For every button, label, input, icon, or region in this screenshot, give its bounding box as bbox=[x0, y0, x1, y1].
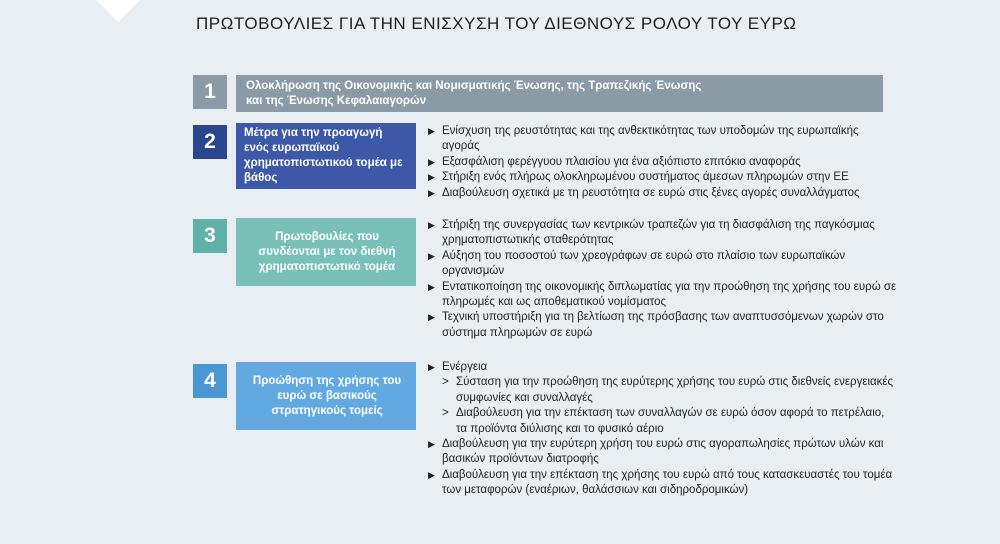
triangle-bullet-icon: ▶ bbox=[428, 172, 435, 183]
triangle-bullet-icon: ▶ bbox=[428, 281, 435, 292]
triangle-bullet-icon: ▶ bbox=[428, 220, 435, 230]
row-number-3: 3 bbox=[193, 219, 227, 253]
list-item: ▶ Διαβούλευση σχετικά με τη ρευστότητα σε ευρώ στις ξένες αγορές συναλλάγματος bbox=[428, 186, 898, 201]
list-item: ▶ Ενίσχυση της ρευστότητας και της ανθεκτικότητας των υποδομών της ευρωπαϊκής αγοράς bbox=[428, 125, 859, 153]
chevron-right-icon: > bbox=[442, 376, 449, 389]
list-item: ▶ Στήριξη ενός πλήρως ολοκληρωμένου συστήματος άμεσων πληρωμών στην ΕΕ bbox=[428, 170, 898, 185]
row-3-bullet-list bbox=[428, 218, 898, 341]
triangle-bullet-icon: ▶ bbox=[428, 156, 435, 167]
row-number-4: 4 bbox=[193, 364, 227, 398]
row-2-bullet-list bbox=[428, 124, 898, 201]
page-title: ΠΡΩΤΟΒΟΥΛΙΕΣ ΓΙΑ ΤΗΝ ΕΝΙΣΧΥΣΗ ΤΟΥ ΔΙΕΘΝΟΥΣ ΡΟΛΟΥ ΤΟΥ ΕΥΡΩ bbox=[196, 14, 797, 33]
list-item: ▶ Διαβούλευση για την ευρύτερη χρήση του ευρώ στις αγοραπωλησίες πρώτων υλών και βασικών προϊόντων διατροφής bbox=[428, 438, 884, 466]
triangle-bullet-icon: ▶ bbox=[428, 439, 435, 450]
row-label-2: Μέτρα για την προαγωγή ενός ευρωπαϊκού χρηματοπιστωτικού τομέα με βάθος bbox=[236, 123, 416, 189]
row-label-1-line1: Ολοκλήρωση της Οικονομικής και Νομισματικής Ένωσης, της Τραπεζικής Ένωσης bbox=[246, 80, 702, 92]
row-label-3: Πρωτοβουλίες που συνδέονται με τον διεθνή χρηματοπιστωτικό τομέα bbox=[236, 218, 416, 286]
list-item: ▶ Αύξηση του ποσοστού των χρεογράφων σε ευρώ στο πλαίσιο των ευρωπαϊκών οργανισμών bbox=[428, 249, 846, 278]
row-label-4: Προώθηση της χρήσης του ευρώ σε βασικούς στρατηγικούς τομείς bbox=[236, 362, 416, 430]
chevron-right-icon: > bbox=[442, 407, 449, 420]
triangle-bullet-icon: ▶ bbox=[428, 187, 435, 198]
list-item: ▶ Στήριξη της συνεργασίας των κεντρικών τραπεζών για τη διασφάλιση της παγκόσμιας χρηματοπιστωτικής σταθερότητας bbox=[428, 219, 875, 247]
row-label-1-line2: και της Ένωσης Κεφαλαιαγορών bbox=[246, 95, 427, 107]
list-item: ▶ Τεχνική υποστήριξη για τη βελτίωση της πρόσβασης των αναπτυσσόμενων χωρών στο σύστημα πληρωμών σε ευρώ bbox=[428, 311, 884, 339]
list-item: ▶ Ενέργεια bbox=[428, 360, 898, 375]
corner-tab-mark bbox=[96, 0, 140, 22]
list-item: > Διαβούλευση για την επέκταση των συναλλαγών σε ευρώ όσον αφορά το πετρέλαιο, τα προϊόντα διύλισης και το φυσικό αέριο bbox=[442, 407, 885, 435]
row-number-1: 1 bbox=[193, 75, 227, 109]
list-item: ▶ Εντατικοποίηση της οικονομικής διπλωματίας για την προώθηση της χρήσης του ευρώ σε πληρωμές και ως αποθεματικού νομίσματος bbox=[428, 280, 897, 309]
triangle-bullet-icon: ▶ bbox=[428, 250, 435, 261]
triangle-bullet-icon: ▶ bbox=[428, 312, 435, 323]
triangle-bullet-icon: ▶ bbox=[428, 469, 435, 480]
list-item: ▶ Εξασφάλιση φερέγγυου πλαισίου για ένα αξιόπιστο επιτόκιο αναφοράς bbox=[428, 155, 898, 170]
triangle-bullet-icon: ▶ bbox=[428, 362, 435, 372]
triangle-bullet-icon: ▶ bbox=[428, 126, 435, 136]
list-item: ▶ Διαβούλευση για την επέκταση της χρήσης του ευρώ από τους κατασκευαστές του τομέα των μεταφορών (εναέριων, θαλάσσιων και σιδηροδρομικών) bbox=[428, 468, 893, 497]
row-label-1 bbox=[236, 75, 883, 112]
row-number-2: 2 bbox=[193, 125, 227, 159]
row-4-bullet-list bbox=[428, 360, 898, 499]
list-item: > Σύσταση για την προώθηση της ευρύτερης χρήσης του ευρώ στις διεθνείς ενεργειακές συμφωνίες και συναλλαγές bbox=[442, 376, 894, 404]
